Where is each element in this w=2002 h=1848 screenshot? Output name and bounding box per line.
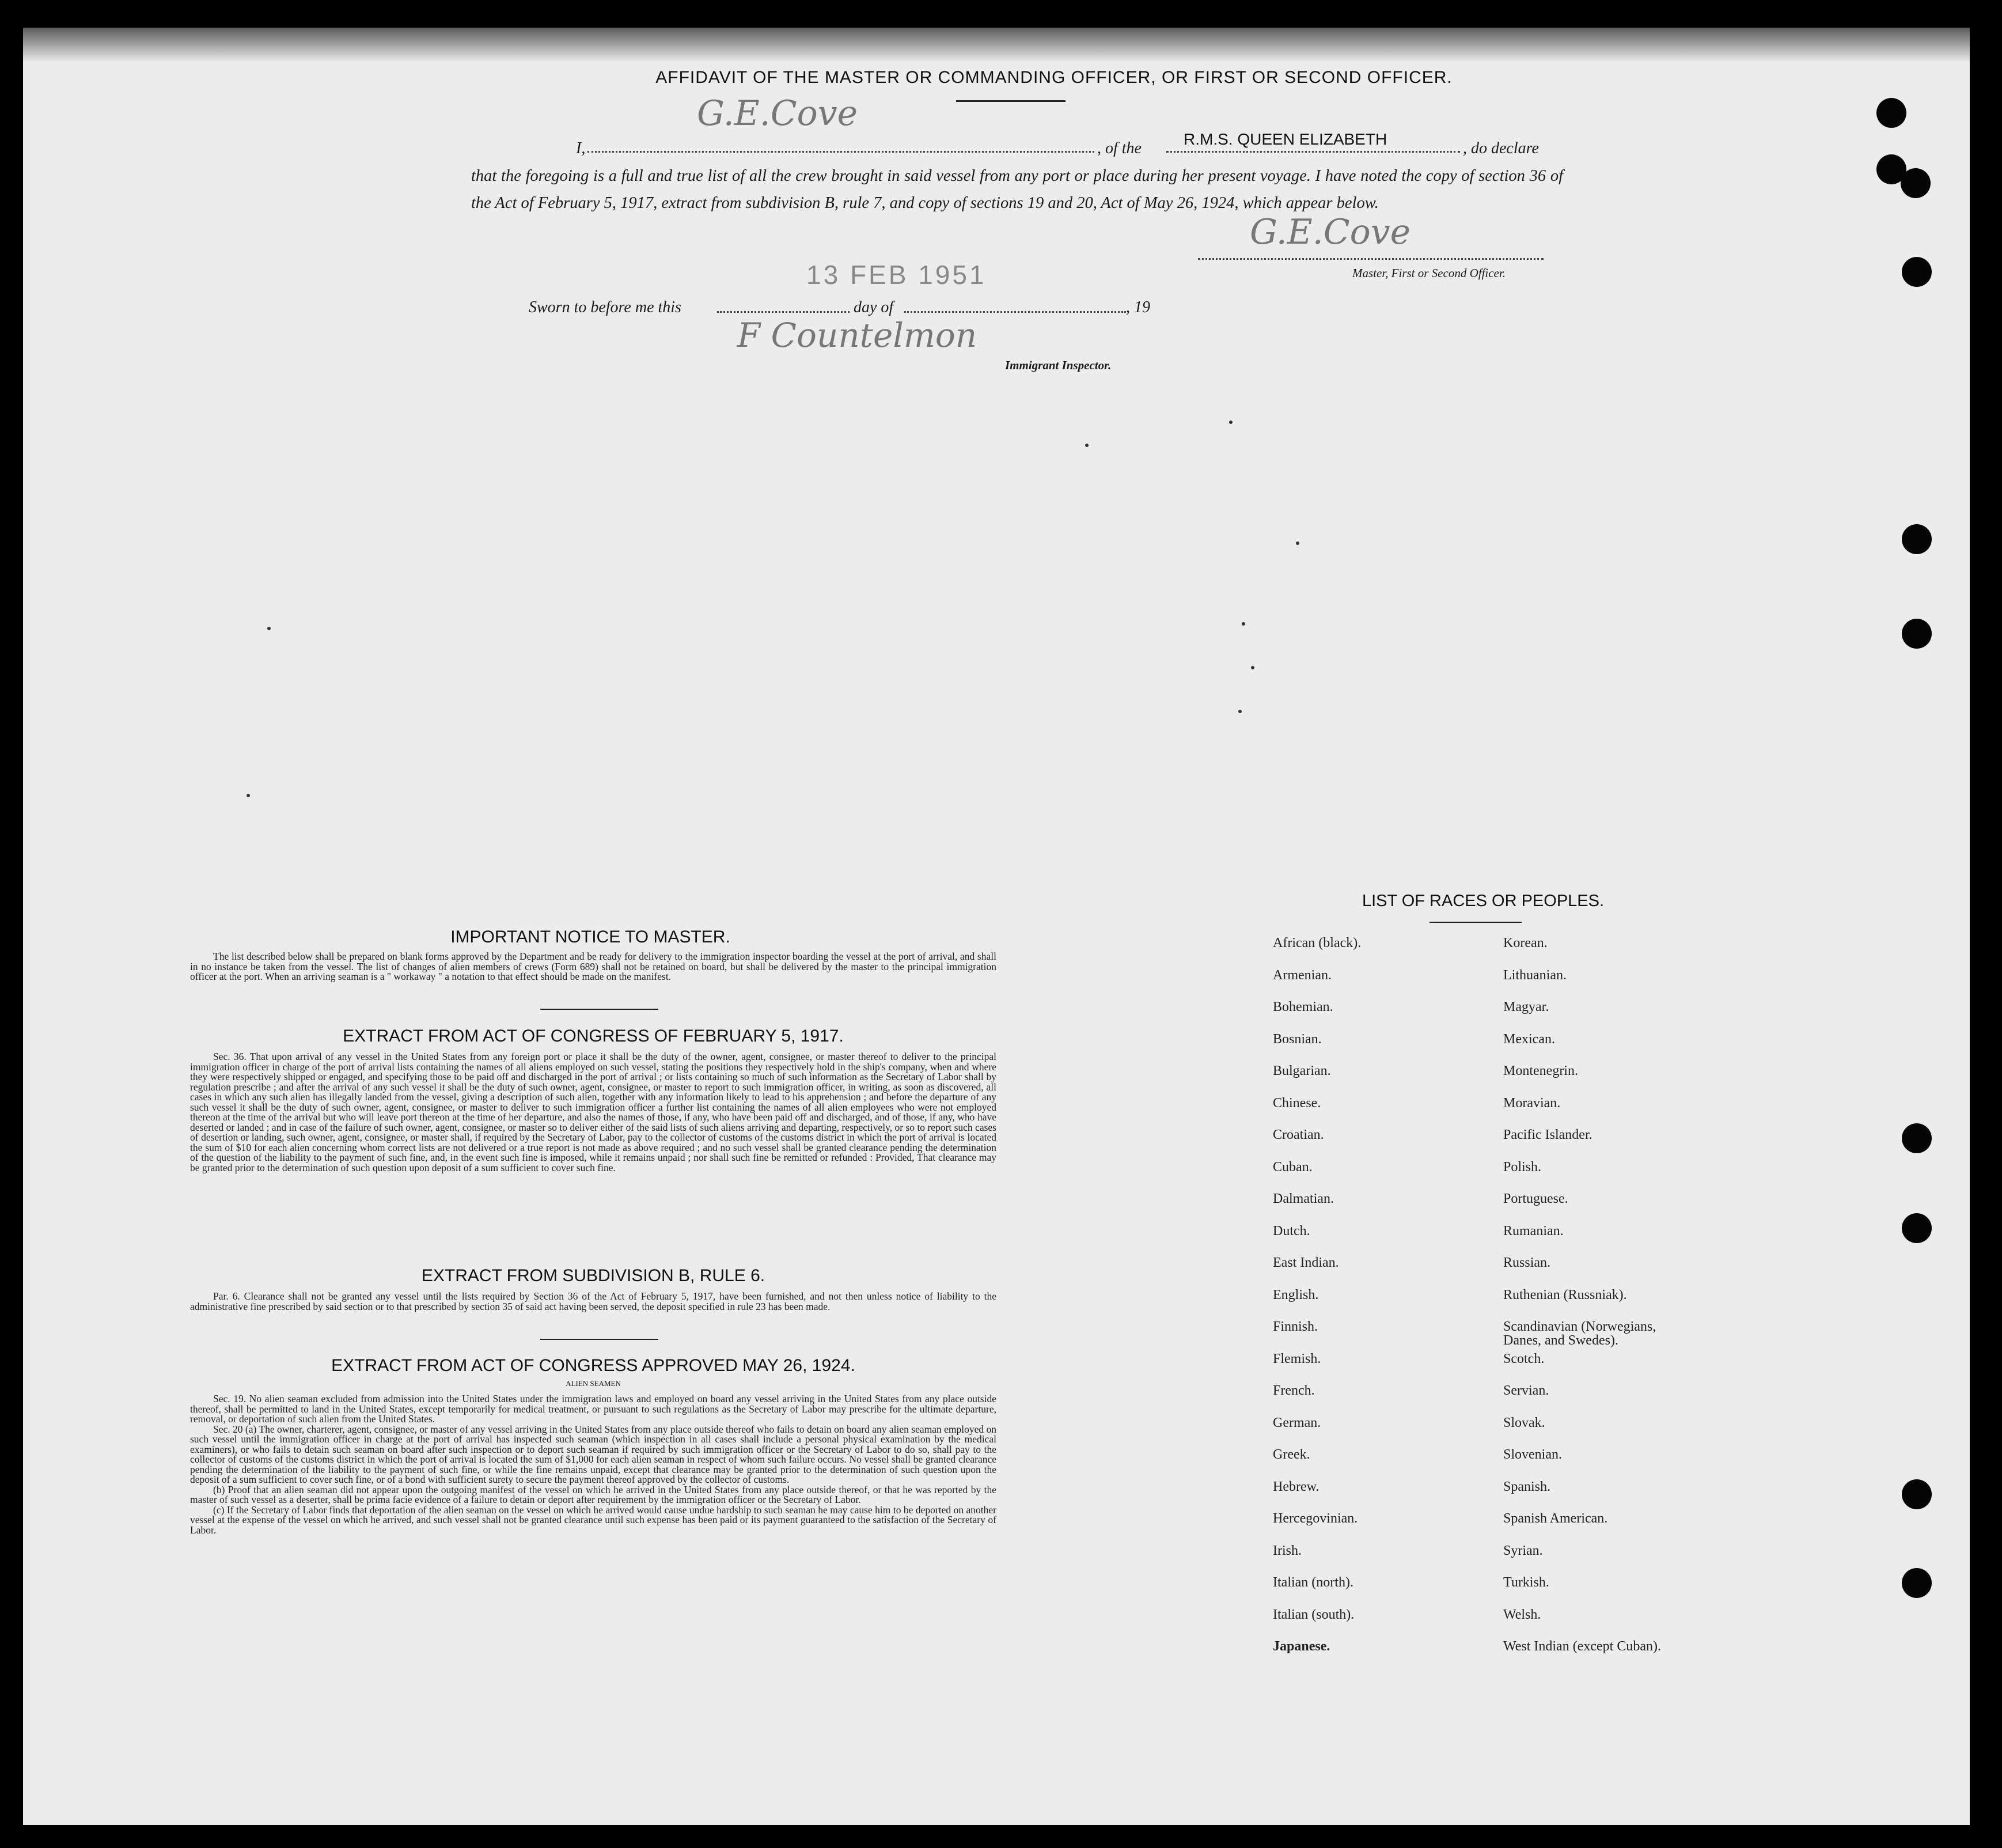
affidavit-title: AFFIDAVIT OF THE MASTER OR COMMANDING OFFICER, OR FIRST OR SECOND OFFICER. (655, 68, 1453, 87)
race-item: East Indian. (1273, 1255, 1339, 1270)
sworn-text-3: , 19 (1126, 298, 1150, 316)
race-item: Slovak. (1503, 1415, 1545, 1430)
race-item: Bosnian. (1273, 1031, 1322, 1047)
binder-hole (1902, 1568, 1932, 1598)
race-item: Slovenian. (1503, 1447, 1562, 1462)
race-item: Moravian. (1503, 1095, 1561, 1111)
extract-1917-title: EXTRACT FROM ACT OF CONGRESS OF FEBRUARY 5, 1917. (343, 1027, 844, 1046)
sec-20c-paragraph: (c) If the Secretary of Labor finds that deportation of the alien seaman on the vessel on which he arrived would cause undue hardship to such seaman he may cause him to be deported on another vessel at the expense of the vessel on which he arrived, and such vessel shall not be granted clearance until such expense has been paid or its payment guaranteed to the satisfaction of the Secretary of Labor. (190, 1504, 996, 1536)
race-item: Pacific Islander. (1503, 1127, 1592, 1142)
sec-20b-paragraph: (b) Proof that an alien seaman did not appear upon the outgoing manifest of the vessel on which he arrived in the United States from any place outside thereof, or that he was reported by the master of such vessel as a deserter, shall be prima facie evidence of a failure to detain or deport after requirement by the immigration officer or the Secretary of Labor. (190, 1483, 996, 1505)
race-item: Cuban. (1273, 1159, 1313, 1175)
race-item: Finnish. (1273, 1319, 1318, 1334)
race-item: German. (1273, 1415, 1321, 1430)
binder-hole (1902, 1213, 1932, 1243)
race-item: Bohemian. (1273, 999, 1333, 1014)
race-item: Flemish. (1273, 1351, 1321, 1366)
scan-edge-shadow (23, 28, 1970, 62)
race-item: Polish. (1503, 1159, 1542, 1175)
race-item: Spanish American. (1503, 1511, 1608, 1526)
race-item: French. (1273, 1383, 1315, 1398)
section-36-paragraph: Sec. 36. That upon arrival of any vessel in the United States from any foreign port or place it shall be the duty of the owner, agent, consignee, or master thereof to deliver to the principal immigration officer in charge of the port of arrival lists containing the names of all aliens employed on such vessel, stating the positions they respectively hold in the ship's company, when and where they were respectively shipped or engaged, and specifying those to be paid off and discharged in the port of arrival ; or lists containing so much of such information as the Secretary of Labor shall by regulation prescribe ; and after the arrival of any such vessel it shall be the duty of such owner, agent, consignee, or master to report to such immigration officer, in writing, as soon as discovered, all cases in which any such alien has illegally landed from the vessel, giving a description of such alien, together with any information likely to lead to his apprehension ; and before the departure of any such vessel it shall be the duty of such owner, agent, consignee, or master to deliver to such immigration officer a further list containing the names of all alien employees who were not employed thereon at the time of the arrival but who will leave port thereon at the time of her departure, and also the names of those, if any, who have been paid off and discharged, and of those, if any, who have deserted or landed ; and in case of the failure of such owner, agent, consignee, or master so to deliver either of the said lists of such aliens arriving and departing, respectively, or so to report such cases of desertion or landing, such owner, agent, consignee, or master shall, if required by the Secretary of Labor, pay to the collector of customs of the customs district in which the port of arrival is located the sum of $10 for each alien concerning whom correct lists are not delivered or a true report is not made as above required ; and no such vessel shall be granted clearance pending the determination of the question of the liability to the payment of such fine, and, in the event such fine is imposed, while it remains unpaid ; nor shall such fine be remitted or refunded : Provided, That clearance may be granted prior to the determination of such question upon deposit of a sum sufficient to cover such fine. (190, 1051, 996, 1173)
race-item: Irish. (1273, 1543, 1302, 1558)
master-signature: G.E.Cove (1250, 212, 1411, 252)
divider (1430, 922, 1522, 923)
race-item: Ruthenian (Russniak). (1503, 1287, 1627, 1302)
race-item: Croatian. (1273, 1127, 1324, 1142)
of-the-label: , of the (1097, 139, 1142, 157)
name-blank (587, 151, 1094, 153)
races-list (1273, 936, 1762, 1672)
sec-19-paragraph: Sec. 19. No alien seaman excluded from admission into the United States under the immigration laws and employed on board any vessel arriving in the United States from any place outside thereof, shall be permitted to land in the United States, except temporarily for medical treatment, or pursuant to such regulations as the Secretary of Labor may prescribe for the ultimate departure, removal, or deportation of such alien from the United States. (190, 1393, 996, 1425)
race-item: Hercegovinian. (1273, 1511, 1358, 1526)
i-label: I, (576, 139, 586, 157)
scan-speck (1251, 666, 1254, 669)
alien-seamen-subtitle: ALIEN SEAMEN (566, 1379, 621, 1388)
declare-label: , do declare (1463, 139, 1539, 157)
notice-body (190, 952, 996, 982)
race-item: Syrian. (1503, 1543, 1543, 1558)
sworn-month-blank (904, 311, 1126, 313)
race-item: Mexican. (1503, 1031, 1555, 1047)
race-item: Portuguese. (1503, 1191, 1568, 1206)
extract-1924-body (190, 1394, 996, 1535)
subdivision-b-body (190, 1292, 996, 1312)
master-sign-line (1198, 258, 1544, 260)
extract-1917-body (190, 1052, 996, 1173)
scan-speck (267, 627, 271, 630)
subdivision-b-title: EXTRACT FROM SUBDIVISION B, RULE 6. (421, 1266, 765, 1285)
scan-speck (1238, 710, 1242, 713)
race-item: African (black). (1273, 936, 1362, 950)
race-item: Greek. (1273, 1447, 1310, 1462)
race-item: Italian (north). (1273, 1575, 1353, 1590)
races-title: LIST OF RACES OR PEOPLES. (1362, 892, 1605, 910)
scan-speck (1229, 421, 1233, 424)
affidavit-body: that the foregoing is a full and true list of all the crew brought in said vessel from any port or place during her present voyage. I have noted the copy of section 36 of the Act of February 5, 1917, extract from subdivision B, rule 7, and copy of sections 19 and 20, Act of May 26, 1924, which appear below. (471, 167, 1563, 212)
master-caption: Master, First or Second Officer. (1352, 266, 1506, 280)
sec-20a-paragraph: Sec. 20 (a) The owner, charterer, agent, consignee, or master of any vessel arriving in the United States from any place outside thereof who fails to detain on board any alien seaman employed on such vessel until the immigration officer in charge at the port of arrival has inspected such seaman (which inspection in all cases shall include a personal physical examination by the medical examiners), or who fails to detain such seaman on board after such inspection or to deport such seaman if required by such immigration officer or the Secretary of Labor to do so, shall pay to the collector of customs of the customs district in which the port of arrival is located the sum of $1,000 for each alien seaman in respect of whom such failure occurs. No vessel shall be granted clearance pending the determination of the liability to the payment of such fine, or while the fine remains unpaid, except that clearance may be granted prior to the determination of such question upon the deposit of a sum sufficient to cover such fine, or of a bond with sufficient surety to secure the payment thereof approved by the collector of customs. (190, 1423, 996, 1485)
race-item: Japanese. (1273, 1639, 1330, 1654)
race-item: Bulgarian. (1273, 1063, 1331, 1078)
race-item: Rumanian. (1503, 1223, 1564, 1239)
scan-speck (1296, 541, 1299, 545)
sworn-text-2: day of (854, 298, 894, 316)
par-6-paragraph: Par. 6. Clearance shall not be granted any vessel until the lists required by Section 36 of the Act of February 5, 1917, have been furnished, and not then unless notice of liability to the administrative fine prescribed by said section or to that prescribed by section 35 of said act having been served, the deposit specified in rule 23 has been made. (190, 1290, 996, 1312)
sworn-text-1: Sworn to before me this (529, 298, 681, 316)
divider (540, 1009, 658, 1010)
race-item: West Indian (except Cuban). (1503, 1639, 1661, 1654)
sworn-day-blank (717, 311, 850, 313)
race-item: English. (1273, 1287, 1319, 1302)
race-item: Welsh. (1503, 1607, 1541, 1622)
binder-hole (1876, 98, 1906, 128)
race-item: Dutch. (1273, 1223, 1310, 1239)
binder-hole (1901, 168, 1931, 198)
extract-1924-title: EXTRACT FROM ACT OF CONGRESS APPROVED MAY 26, 1924. (331, 1356, 855, 1375)
scan-speck (1085, 444, 1089, 447)
race-item: Russian. (1503, 1255, 1551, 1270)
race-item: Spanish. (1503, 1479, 1551, 1494)
binder-hole (1902, 1123, 1932, 1153)
vessel-blank (1166, 151, 1460, 153)
date-stamp: 13 FEB 1951 (806, 260, 987, 290)
binder-hole (1902, 1479, 1932, 1509)
inspector-caption: Immigrant Inspector. (1005, 358, 1112, 372)
notice-title: IMPORTANT NOTICE TO MASTER. (450, 927, 730, 946)
inspector-signature: F Countelmon (737, 316, 977, 355)
master-signature-top: G.E.Cove (697, 93, 858, 134)
divider (956, 100, 1066, 102)
race-item: Hebrew. (1273, 1479, 1320, 1494)
binder-hole (1902, 257, 1932, 287)
binder-hole (1902, 619, 1932, 649)
scan-speck (1242, 622, 1245, 626)
race-item: Chinese. (1273, 1095, 1321, 1111)
scan-speck (247, 794, 250, 797)
vessel-name: R.M.S. QUEEN ELIZABETH (1184, 130, 1387, 148)
race-item: Armenian. (1273, 967, 1332, 983)
divider (540, 1339, 658, 1340)
race-item: Turkish. (1503, 1575, 1549, 1590)
race-item: Lithuanian. (1503, 967, 1567, 983)
binder-hole (1902, 524, 1932, 554)
notice-paragraph: The list described below shall be prepared on blank forms approved by the Department and be ready for delivery to the immigration inspector boarding the vessel at the port of arrival, and shall in no instance be taken from the vessel. The list of changes of alien members of crews (Form 689) shall not be retained on board, but shall be delivered by the master to the principal immigration officer at the port. When an arriving seaman is a " workaway " a notation to that effect should be made on the manifest. (190, 950, 996, 982)
race-item: Italian (south). (1273, 1607, 1355, 1622)
race-item: Korean. (1503, 936, 1548, 950)
race-item: Magyar. (1503, 999, 1549, 1014)
race-item: Montenegrin. (1503, 1063, 1578, 1078)
race-item: Dalmatian. (1273, 1191, 1334, 1206)
race-item: Scandinavian (Norwegians, Danes, and Swedes). (1503, 1319, 1656, 1348)
race-item: Servian. (1503, 1383, 1549, 1398)
race-item: Scotch. (1503, 1351, 1545, 1366)
